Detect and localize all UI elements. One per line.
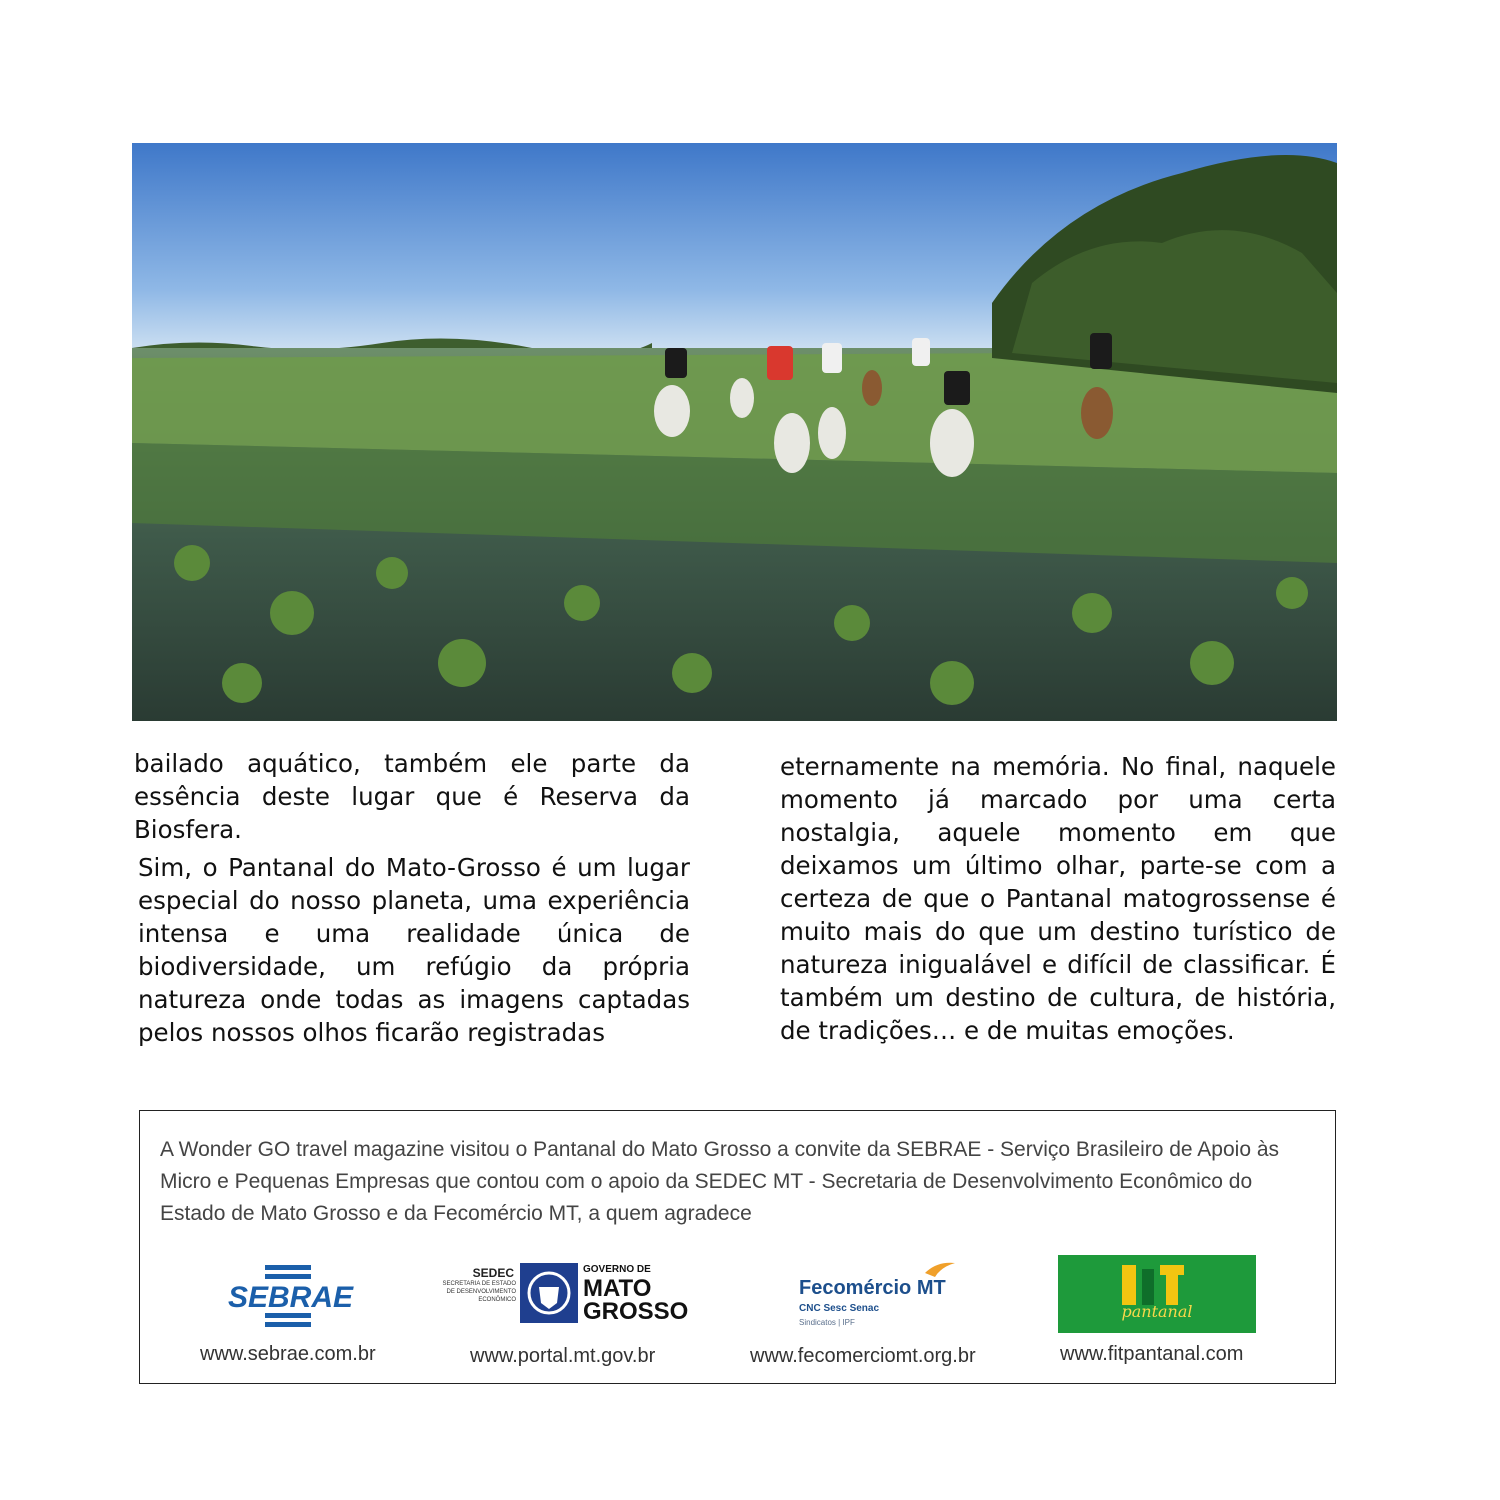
fecomercio-sub: CNC Sesc Senac xyxy=(799,1303,880,1314)
sebrae-logo-graphic xyxy=(225,1261,355,1333)
fit-pantanal-logo-graphic xyxy=(1058,1255,1256,1333)
grosso-label: GROSSO xyxy=(583,1298,689,1325)
article-paragraph: bailado aquático, também ele parte da essência deste lugar que é Reserva da Biosfera. xyxy=(134,749,690,844)
sedec-subtitle: SECRETARIA DE ESTADO DE DESENVOLVIMENTO ECONÔMICO xyxy=(442,1281,516,1303)
fecomercio-sub2: Sindicatos | IPF xyxy=(799,1318,855,1327)
governo-logo-graphic xyxy=(438,1261,696,1325)
fecomercio-logo-graphic xyxy=(797,1257,965,1333)
governo-mato-grosso-logo xyxy=(438,1261,696,1325)
mato-label: MATO xyxy=(583,1275,652,1302)
photo-illustration xyxy=(132,143,1337,721)
sponsor-url-fecomercio[interactable]: www.fecomerciomt.org.br xyxy=(750,1345,976,1367)
sponsor-url-governo[interactable]: www.portal.mt.gov.br xyxy=(470,1345,656,1367)
fit-pantanal-logo xyxy=(1058,1255,1256,1333)
pantanal-wordmark: pantanal xyxy=(1121,1302,1193,1321)
sedec-label: SEDEC xyxy=(472,1266,514,1280)
article-paragraph: Sim, o Pantanal do Mato-Grosso é um lugar especial do nosso planeta, uma experiência intensa e uma realidade única de biodiversidade, um refúgio da própria natureza onde todas as imagens captadas pelos nossos olhos ficarão registradas xyxy=(138,853,690,1047)
credits-box xyxy=(139,1110,1336,1384)
sponsor-url-sebrae[interactable]: www.sebrae.com.br xyxy=(200,1343,376,1365)
sebrae-wordmark: SEBRAE xyxy=(228,1281,354,1314)
article-left-column xyxy=(134,747,690,1049)
credits-text: A Wonder GO travel magazine visitou o Pantanal do Mato Grosso a convite da SEBRAE - Serviço Brasileiro de Apoio às Micro e Pequenas Empresas que contou com o apoio da SEDEC MT - Secretaria de Desenvolvimento Econômico do Estado de Mato Grosso e da Fecomércio MT, a quem agradece xyxy=(160,1138,1280,1225)
fecomercio-wordmark: Fecomércio MT xyxy=(799,1277,946,1299)
fecomercio-swoosh-icon xyxy=(925,1263,955,1277)
article-right-column xyxy=(780,750,1336,1047)
fecomercio-logo xyxy=(797,1257,965,1333)
pantanal-horseback-photo xyxy=(132,143,1337,721)
governo-label: GOVERNO DE xyxy=(583,1264,651,1275)
sebrae-logo xyxy=(225,1261,355,1333)
article-paragraph: eternamente na memória. No final, naquele momento já marcado por uma certa nostalgia, aquele momento em que deixamos um último olhar, parte-se com a certeza de que o Pantanal matogrossense é muito mais do que um destino turístico de natureza inigualável e difícil de classificar. É também um destino de cultura, de história, de tradições… e de muitas emoções. xyxy=(780,752,1336,1045)
sponsor-url-fitpantanal[interactable]: www.fitpantanal.com xyxy=(1060,1343,1244,1365)
